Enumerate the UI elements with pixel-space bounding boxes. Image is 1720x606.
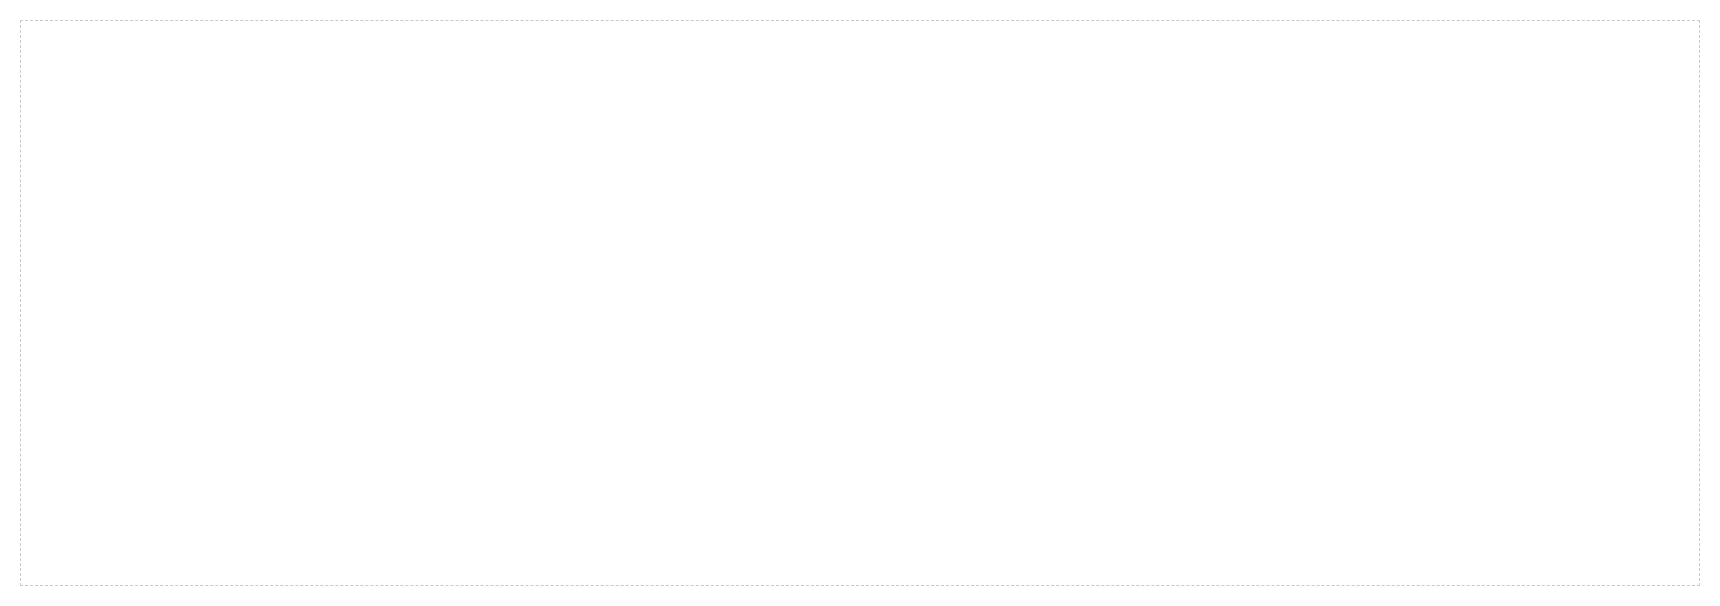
content-area	[20, 20, 1700, 586]
